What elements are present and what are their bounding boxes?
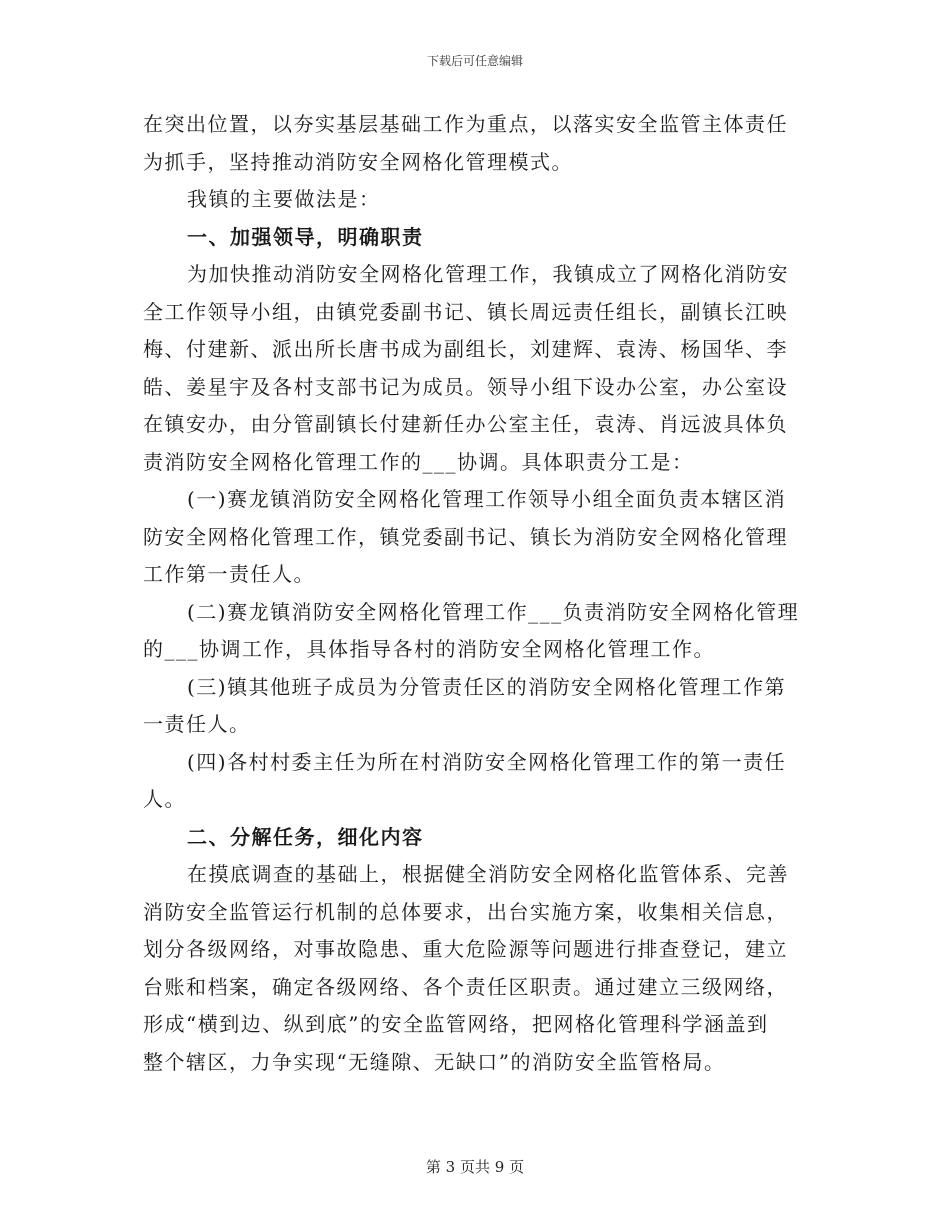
paragraph-line: 责消防安全网格化管理工作的___协调。具体职责分工是： (143, 449, 694, 474)
paragraph-line: 防安全网格化管理工作，镇党委副书记、镇长为消防安全网格化管理 (143, 524, 788, 549)
paragraph-line: 整个辖区，力争实现“无缝隙、无缺口”的消防安全监管格局。 (143, 1049, 726, 1074)
paragraph-line: 工作第一责任人。 (143, 562, 315, 586)
paragraph-line: (一)赛龙镇消防安全网格化管理工作领导小组全面负责本辖区消 (187, 487, 787, 511)
paragraph-line: (二)赛龙镇消防安全网格化管理工作___负责消防安全网格化管理 (187, 599, 800, 624)
document-body (143, 106, 809, 1081)
paragraph-line: 人。 (143, 787, 186, 811)
paragraph-line: 在摸底调查的基础上，根据健全消防安全网格化监管体系、完善 (187, 862, 789, 886)
paragraph-line: 的___协调工作，具体指导各村的消防安全网格化管理工作。 (143, 637, 715, 661)
page-footer: 第 3 页共 9 页 (425, 1158, 525, 1176)
paragraph-line: 我镇的主要做法是： (187, 187, 381, 211)
paragraph-line: 为加快推动消防安全网格化管理工作，我镇成立了网格化消防安 (187, 262, 789, 286)
section-heading: 二、分解任务，细化内容 (187, 824, 424, 849)
paragraph-line: 形成“横到边、纵到底”的安全监管网络，把网格化管理科学涵盖到 (143, 1012, 769, 1036)
paragraph-line: 为抓手，坚持推动消防安全网格化管理模式。 (143, 149, 573, 174)
paragraph-line: 梅、付建新、派出所长唐书成为副组长，刘建辉、袁涛、杨国华、李 (143, 337, 788, 361)
paragraph-line: 台账和档案，确定各级网络、各个责任区职责。通过建立三级网络， (143, 974, 788, 999)
section-heading: 一、加强领导，明确职责 (187, 224, 424, 249)
paragraph-line: 划分各级网络，对事故隐患、重大危险源等问题进行排查登记，建立 (143, 937, 788, 961)
page-header: 下载后可任意编辑 (426, 54, 523, 68)
paragraph-line: (三)镇其他班子成员为分管责任区的消防安全网格化管理工作第 (187, 674, 787, 699)
paragraph-line: 一责任人。 (143, 712, 251, 736)
paragraph-line: 全工作领导小组，由镇党委副书记、镇长周远责任组长，副镇长江映 (143, 299, 788, 324)
paragraph-line: 在镇安办，由分管副镇长付建新任办公室主任，袁涛、肖远波具体负 (143, 412, 788, 436)
paragraph-line: 消防安全监管运行机制的总体要求，出台实施方案，收集相关信息， (143, 899, 788, 924)
paragraph-line: (四)各村村委主任为所在村消防安全网格化管理工作的第一责任 (187, 749, 787, 774)
paragraph-line: 皓、姜星宇及各村支部书记为成员。领导小组下设办公室，办公室设 (143, 374, 788, 399)
paragraph-line: 在突出位置，以夯实基层基础工作为重点，以落实安全监管主体责任 (143, 112, 788, 136)
